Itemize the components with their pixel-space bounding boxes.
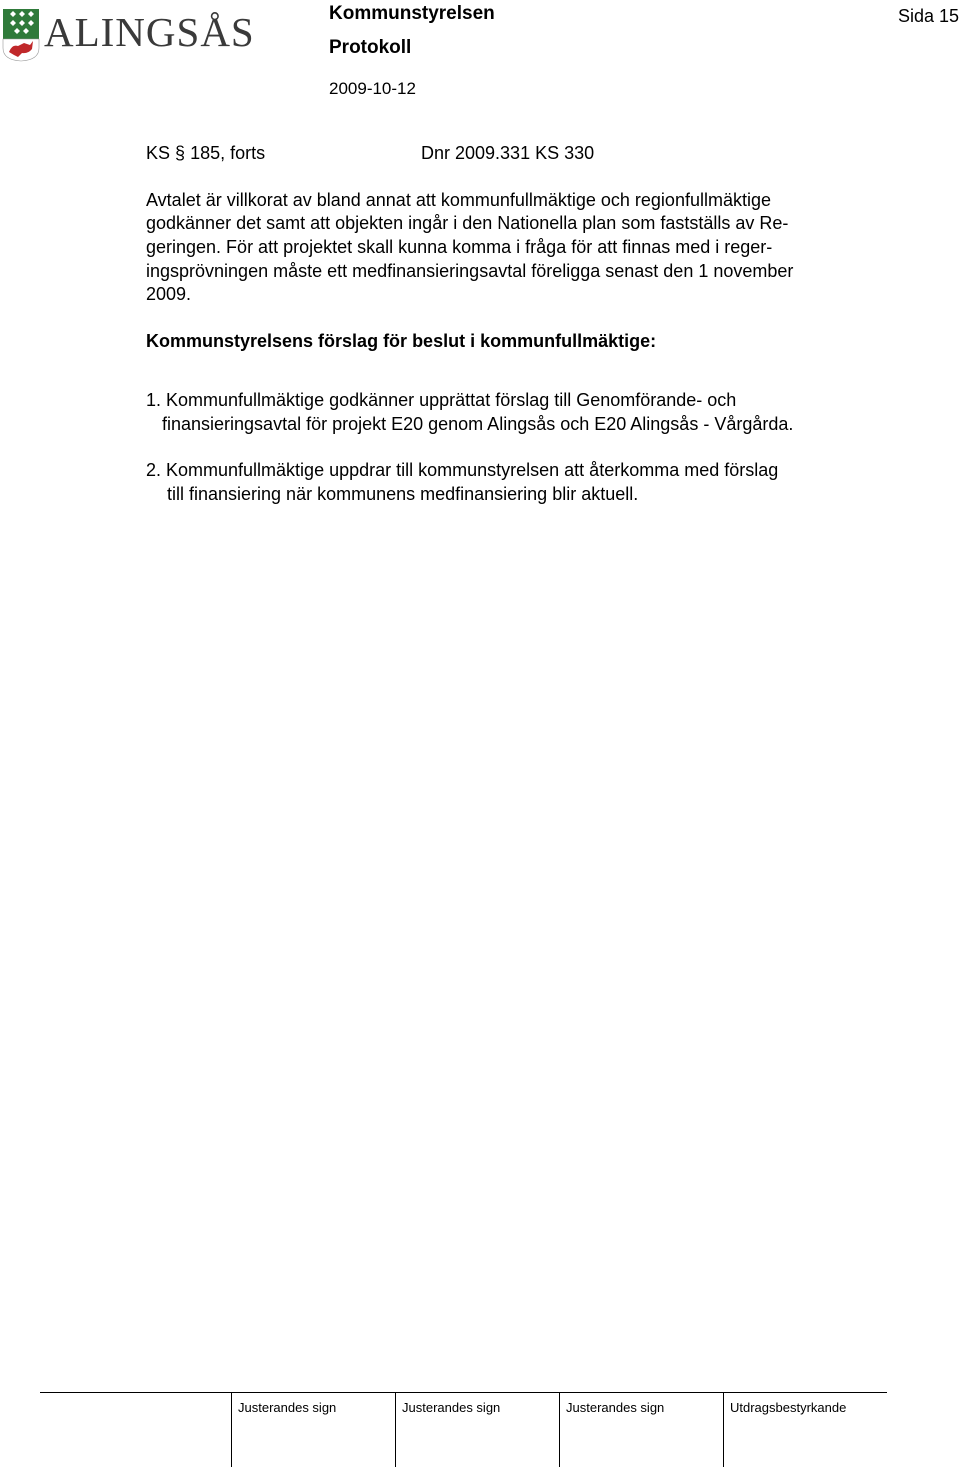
section-symbol: § [175,143,186,163]
section-prefix: KS [146,143,171,163]
document-type: Protokoll [329,37,412,58]
paragraph-line: Avtalet är villkorat av bland annat att kommunfullmäktige och regionfullmäktige [146,190,771,210]
footer-divider [559,1392,560,1467]
decision-item-1-line-1: 1. Kommunfullmäktige godkänner upprättat förslag till Genomförande- och [146,390,737,410]
section-reference [146,142,265,166]
proposal-heading: Kommunstyrelsens förslag för beslut i kommunfullmäktige: [146,331,657,351]
organization-name: Kommunstyrelsen [329,3,495,24]
footer-sign-label: Justerandes sign [238,1400,337,1415]
diary-number: Dnr 2009.331 KS 330 [421,143,595,163]
footer-divider [723,1392,724,1467]
logo-text: ALINGSÅS [44,9,255,55]
footer-certification-label: Utdragsbestyrkande [730,1400,847,1415]
footer-sign-label: Justerandes sign [402,1400,501,1415]
section-number: 185, forts [190,143,266,163]
decision-item-2-line-2: till finansiering när kommunens medfinansiering blir aktuell. [167,484,639,504]
footer-divider [231,1392,232,1467]
paragraph-line: geringen. För att projektet skall kunna komma i fråga för att finnas med i reger- [146,237,773,257]
coat-of-arms-icon [2,8,40,62]
paragraph-line: godkänner det samt att objekten ingår i den Nationella plan som fastställs av Re- [146,213,789,233]
document-date: 2009-10-12 [329,79,416,98]
decision-item-1-line-2: finansieringsavtal för projekt E20 genom Alingsås och E20 Alingsås - Vårgårda. [162,414,794,434]
paragraph-line: ingsprövningen måste ett medfinansieringsavtal föreligga senast den 1 november [146,261,794,281]
page-number: Sida 15 [898,6,960,26]
paragraph-line: 2009. [146,284,192,304]
footer-divider [395,1392,396,1467]
decision-item-2-line-1: 2. Kommunfullmäktige uppdrar till kommunstyrelsen att återkomma med förslag [146,460,779,480]
footer-rule [40,1392,887,1393]
alingsas-logo [0,6,260,64]
footer-sign-label: Justerandes sign [566,1400,665,1415]
